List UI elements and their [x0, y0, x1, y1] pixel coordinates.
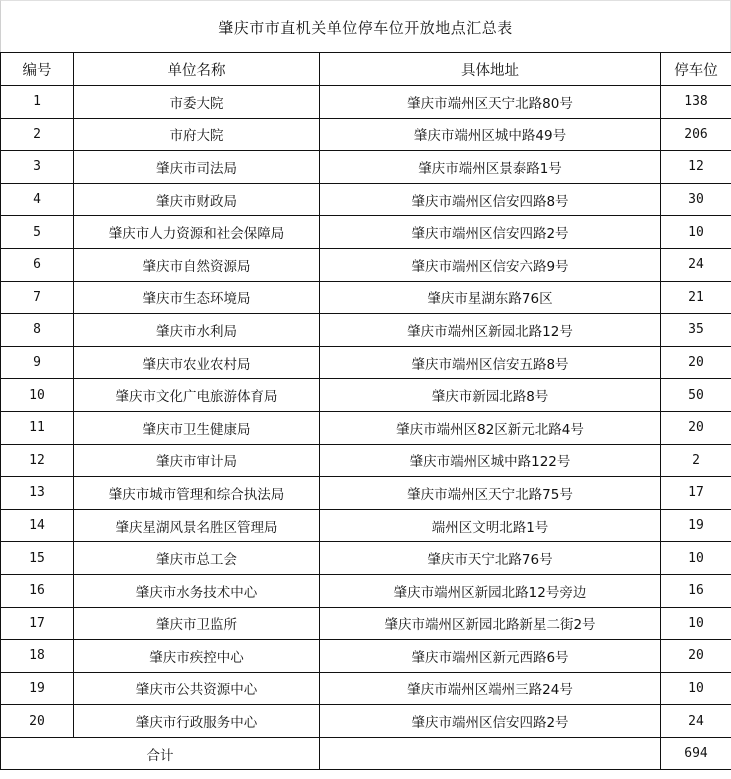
- cell-address: 肇庆市端州区新元西路6号: [320, 640, 661, 673]
- cell-address: 端州区文明北路1号: [320, 509, 661, 542]
- cell-spaces: 10: [661, 216, 731, 249]
- table-row: [1, 151, 731, 184]
- cell-address: 肇庆市新园北路8号: [320, 379, 661, 412]
- cell-index: 20: [1, 705, 74, 738]
- cell-unit-name: 肇庆市疾控中心: [74, 640, 320, 673]
- cell-spaces: 206: [661, 118, 731, 151]
- table-row: [1, 346, 731, 379]
- cell-address: 肇庆市端州区82区新元北路4号: [320, 411, 661, 444]
- table-row: [1, 705, 731, 738]
- cell-spaces: 20: [661, 411, 731, 444]
- header-index: 编号: [1, 53, 74, 86]
- cell-spaces: 30: [661, 183, 731, 216]
- cell-unit-name: 肇庆市卫生健康局: [74, 411, 320, 444]
- cell-unit-name: 肇庆市公共资源中心: [74, 672, 320, 705]
- table-row: [1, 216, 731, 249]
- cell-index: 1: [1, 86, 74, 119]
- cell-address: 肇庆市端州区城中路49号: [320, 118, 661, 151]
- cell-spaces: 12: [661, 151, 731, 184]
- cell-spaces: 138: [661, 86, 731, 119]
- cell-index: 13: [1, 477, 74, 510]
- cell-index: 6: [1, 248, 74, 281]
- cell-spaces: 17: [661, 477, 731, 510]
- cell-unit-name: 肇庆市人力资源和社会保障局: [74, 216, 320, 249]
- cell-unit-name: 肇庆市农业农村局: [74, 346, 320, 379]
- cell-address: 肇庆市端州区端州三路24号: [320, 672, 661, 705]
- cell-unit-name: 肇庆市自然资源局: [74, 248, 320, 281]
- table-row: [1, 607, 731, 640]
- cell-index: 9: [1, 346, 74, 379]
- table-title: 肇庆市市直机关单位停车位开放地点汇总表: [0, 0, 731, 53]
- table-row: [1, 477, 731, 510]
- table-row: [1, 444, 731, 477]
- cell-spaces: 21: [661, 281, 731, 314]
- cell-address: 肇庆市端州区景泰路1号: [320, 151, 661, 184]
- cell-address: 肇庆市端州区信安六路9号: [320, 248, 661, 281]
- cell-unit-name: 肇庆市行政服务中心: [74, 705, 320, 738]
- cell-index: 17: [1, 607, 74, 640]
- cell-spaces: 20: [661, 346, 731, 379]
- cell-address: 肇庆市端州区天宁北路80号: [320, 86, 661, 119]
- header-address: 具体地址: [320, 53, 661, 86]
- cell-unit-name: 肇庆市生态环境局: [74, 281, 320, 314]
- cell-unit-name: 肇庆市财政局: [74, 183, 320, 216]
- cell-index: 16: [1, 574, 74, 607]
- cell-unit-name: 肇庆市水利局: [74, 314, 320, 347]
- cell-index: 2: [1, 118, 74, 151]
- table-row: [1, 640, 731, 673]
- table-row: [1, 542, 731, 575]
- cell-index: 4: [1, 183, 74, 216]
- cell-index: 15: [1, 542, 74, 575]
- table-row: [1, 672, 731, 705]
- cell-address: 肇庆市端州区信安四路2号: [320, 705, 661, 738]
- cell-address: 肇庆市端州区新园北路新星二街2号: [320, 607, 661, 640]
- cell-spaces: 10: [661, 672, 731, 705]
- cell-index: 14: [1, 509, 74, 542]
- table-row: [1, 281, 731, 314]
- table-row: [1, 118, 731, 151]
- cell-index: 3: [1, 151, 74, 184]
- cell-spaces: 2: [661, 444, 731, 477]
- header-unit-name: 单位名称: [74, 53, 320, 86]
- cell-unit-name: 肇庆市文化广电旅游体育局: [74, 379, 320, 412]
- cell-unit-name: 肇庆星湖风景名胜区管理局: [74, 509, 320, 542]
- cell-index: 7: [1, 281, 74, 314]
- table-row: [1, 411, 731, 444]
- cell-unit-name: 肇庆市水务技术中心: [74, 574, 320, 607]
- total-address: [320, 737, 661, 770]
- cell-index: 18: [1, 640, 74, 673]
- total-label: 合计: [1, 737, 320, 770]
- cell-address: 肇庆市端州区新园北路12号旁边: [320, 574, 661, 607]
- cell-index: 12: [1, 444, 74, 477]
- cell-spaces: 20: [661, 640, 731, 673]
- cell-unit-name: 市委大院: [74, 86, 320, 119]
- cell-address: 肇庆市端州区信安四路2号: [320, 216, 661, 249]
- table-row: [1, 574, 731, 607]
- cell-address: 肇庆市端州区信安四路8号: [320, 183, 661, 216]
- header-spaces: 停车位: [661, 53, 731, 86]
- cell-index: 11: [1, 411, 74, 444]
- cell-address: 肇庆市天宁北路76号: [320, 542, 661, 575]
- cell-unit-name: 肇庆市卫监所: [74, 607, 320, 640]
- cell-address: 肇庆市端州区信安五路8号: [320, 346, 661, 379]
- cell-spaces: 10: [661, 542, 731, 575]
- table-row: [1, 248, 731, 281]
- cell-unit-name: 市府大院: [74, 118, 320, 151]
- cell-spaces: 35: [661, 314, 731, 347]
- total-row: [1, 737, 731, 770]
- table-row: [1, 379, 731, 412]
- cell-spaces: 24: [661, 705, 731, 738]
- cell-index: 8: [1, 314, 74, 347]
- cell-address: 肇庆市星湖东路76区: [320, 281, 661, 314]
- parking-table: [0, 52, 731, 770]
- table-row: [1, 183, 731, 216]
- table-row: [1, 86, 731, 119]
- cell-address: 肇庆市端州区城中路122号: [320, 444, 661, 477]
- cell-spaces: 16: [661, 574, 731, 607]
- cell-unit-name: 肇庆市司法局: [74, 151, 320, 184]
- cell-index: 10: [1, 379, 74, 412]
- cell-spaces: 24: [661, 248, 731, 281]
- cell-spaces: 50: [661, 379, 731, 412]
- table-row: [1, 314, 731, 347]
- cell-spaces: 10: [661, 607, 731, 640]
- cell-index: 19: [1, 672, 74, 705]
- cell-unit-name: 肇庆市审计局: [74, 444, 320, 477]
- total-spaces: 694: [661, 737, 731, 770]
- cell-unit-name: 肇庆市城市管理和综合执法局: [74, 477, 320, 510]
- cell-unit-name: 肇庆市总工会: [74, 542, 320, 575]
- cell-index: 5: [1, 216, 74, 249]
- cell-spaces: 19: [661, 509, 731, 542]
- cell-address: 肇庆市端州区天宁北路75号: [320, 477, 661, 510]
- header-row: [1, 53, 731, 86]
- cell-address: 肇庆市端州区新园北路12号: [320, 314, 661, 347]
- table-row: [1, 509, 731, 542]
